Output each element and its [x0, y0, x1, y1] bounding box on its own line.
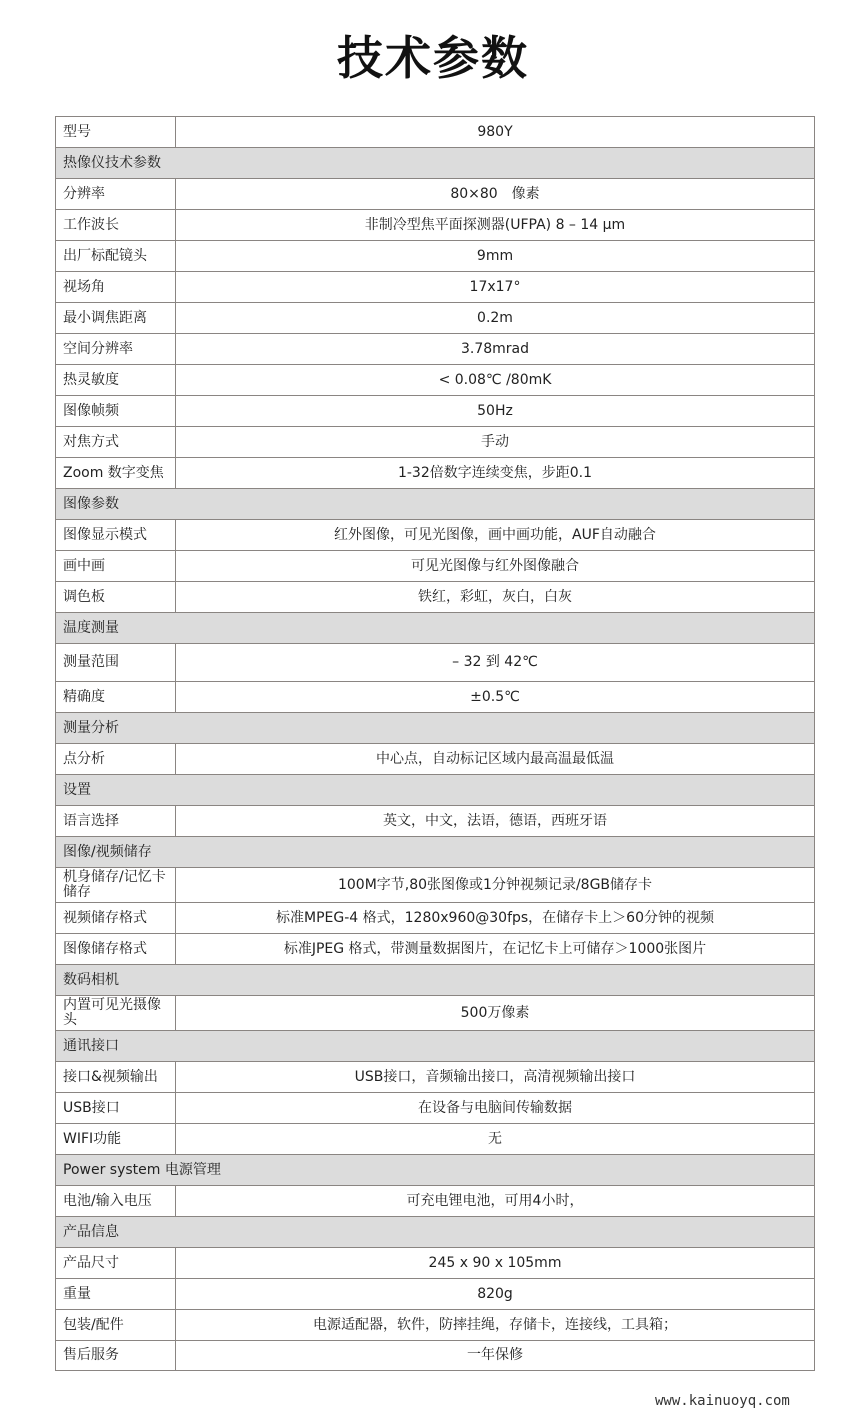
spec-label: 视场角 [56, 272, 176, 303]
spec-label: 视频储存格式 [56, 903, 176, 934]
spec-value: 820g [176, 1279, 815, 1310]
section-header-row [56, 613, 815, 644]
spec-label: 对焦方式 [56, 427, 176, 458]
spec-label: 图像储存格式 [56, 934, 176, 965]
spec-table-body [56, 117, 815, 1371]
spec-label: USB接口 [56, 1093, 176, 1124]
spec-row [56, 1093, 815, 1124]
spec-row [56, 117, 815, 148]
spec-value: 标准JPEG 格式，带测量数据图片，在记忆卡上可储存＞1000张图片 [176, 934, 815, 965]
spec-label: 语言选择 [56, 806, 176, 837]
section-title: 温度测量 [56, 613, 815, 644]
section-title: 产品信息 [56, 1217, 815, 1248]
section-header-row [56, 965, 815, 996]
spec-row [56, 1124, 815, 1155]
spec-value: 1-32倍数字连续变焦，步距0.1 [176, 458, 815, 489]
spec-row [56, 334, 815, 365]
page-title: 技术参数 [337, 31, 529, 85]
spec-label: 分辨率 [56, 179, 176, 210]
spec-label: 工作波长 [56, 210, 176, 241]
section-header-row [56, 713, 815, 744]
spec-row [56, 365, 815, 396]
spec-row [56, 582, 815, 613]
spec-label: 电池/输入电压 [56, 1186, 176, 1217]
section-title: 图像/视频储存 [56, 837, 815, 868]
section-title: 通讯接口 [56, 1031, 815, 1062]
spec-label: 机身储存/记忆卡储存 [56, 868, 176, 903]
section-header-row [56, 837, 815, 868]
spec-row [56, 1186, 815, 1217]
spec-table [55, 116, 815, 1371]
spec-label: 售后服务 [56, 1341, 176, 1371]
spec-value: 80×80 像素 [176, 179, 815, 210]
spec-value: 500万像素 [176, 996, 815, 1031]
spec-label: WIFI功能 [56, 1124, 176, 1155]
spec-row [56, 868, 815, 903]
spec-row [56, 682, 815, 713]
spec-row [56, 241, 815, 272]
section-title: 数码相机 [56, 965, 815, 996]
spec-row [56, 996, 815, 1031]
section-header-row [56, 1031, 815, 1062]
spec-row [56, 744, 815, 775]
spec-row [56, 1248, 815, 1279]
spec-value: 0.2m [176, 303, 815, 334]
section-title: 设置 [56, 775, 815, 806]
spec-label: 点分析 [56, 744, 176, 775]
spec-row [56, 458, 815, 489]
spec-value: USB接口，音频输出接口，高清视频输出接口 [176, 1062, 815, 1093]
spec-row [56, 806, 815, 837]
spec-label: 最小调焦距离 [56, 303, 176, 334]
spec-value: 980Y [176, 117, 815, 148]
spec-value: 一年保修 [176, 1341, 815, 1371]
spec-label: 画中画 [56, 551, 176, 582]
spec-value: 手动 [176, 427, 815, 458]
spec-value: 中心点，自动标记区域内最高温最低温 [176, 744, 815, 775]
spec-value: < 0.08℃ /80mK [176, 365, 815, 396]
spec-value: 在设备与电脑间传输数据 [176, 1093, 815, 1124]
spec-label: 调色板 [56, 582, 176, 613]
spec-value: 245 x 90 x 105mm [176, 1248, 815, 1279]
section-header-row [56, 775, 815, 806]
spec-value: 9mm [176, 241, 815, 272]
section-title: 热像仪技术参数 [56, 148, 815, 179]
spec-row [56, 1279, 815, 1310]
spec-value: 50Hz [176, 396, 815, 427]
spec-label: 精确度 [56, 682, 176, 713]
spec-label: 产品尺寸 [56, 1248, 176, 1279]
spec-value: 可见光图像与红外图像融合 [176, 551, 815, 582]
spec-label: Zoom 数字变焦 [56, 458, 176, 489]
spec-value: – 32 到 42℃ [176, 644, 815, 682]
spec-label: 内置可见光摄像头 [56, 996, 176, 1031]
spec-label: 接口&视频输出 [56, 1062, 176, 1093]
spec-label: 测量范围 [56, 644, 176, 682]
spec-row [56, 210, 815, 241]
spec-row [56, 1341, 815, 1371]
section-title: Power system 电源管理 [56, 1155, 815, 1186]
spec-value: 标准MPEG-4 格式，1280x960@30fps，在储存卡上＞60分钟的视频 [176, 903, 815, 934]
spec-value: 非制冷型焦平面探测器(UFPA) 8 – 14 μm [176, 210, 815, 241]
spec-row [56, 934, 815, 965]
spec-row [56, 520, 815, 551]
spec-row [56, 303, 815, 334]
spec-label: 图像显示模式 [56, 520, 176, 551]
spec-value: 英文，中文，法语，德语，西班牙语 [176, 806, 815, 837]
spec-value: 17x17° [176, 272, 815, 303]
watermark-url: www.kainuoyq.com [655, 1393, 790, 1409]
spec-label: 出厂标配镜头 [56, 241, 176, 272]
spec-row [56, 396, 815, 427]
section-title: 图像参数 [56, 489, 815, 520]
spec-label: 图像帧频 [56, 396, 176, 427]
spec-row [56, 179, 815, 210]
spec-label: 热灵敏度 [56, 365, 176, 396]
spec-row [56, 272, 815, 303]
spec-value: 100M字节,80张图像或1分钟视频记录/8GB储存卡 [176, 868, 815, 903]
spec-value: ±0.5℃ [176, 682, 815, 713]
section-header-row [56, 1155, 815, 1186]
spec-label: 重量 [56, 1279, 176, 1310]
spec-row [56, 1062, 815, 1093]
spec-value: 可充电锂电池，可用4小时， [176, 1186, 815, 1217]
section-header-row [56, 489, 815, 520]
spec-row [56, 903, 815, 934]
spec-label: 型号 [56, 117, 176, 148]
spec-value: 红外图像，可见光图像，画中画功能，AUF自动融合 [176, 520, 815, 551]
section-header-row [56, 1217, 815, 1248]
spec-value: 无 [176, 1124, 815, 1155]
spec-label: 空间分辨率 [56, 334, 176, 365]
spec-row [56, 427, 815, 458]
spec-row [56, 551, 815, 582]
section-title: 测量分析 [56, 713, 815, 744]
section-header-row [56, 148, 815, 179]
spec-row [56, 1310, 815, 1341]
spec-value: 铁红，彩虹，灰白，白灰 [176, 582, 815, 613]
spec-value: 3.78mrad [176, 334, 815, 365]
spec-label: 包装/配件 [56, 1310, 176, 1341]
spec-value: 电源适配器，软件，防摔挂绳，存储卡，连接线，工具箱； [176, 1310, 815, 1341]
spec-row [56, 644, 815, 682]
